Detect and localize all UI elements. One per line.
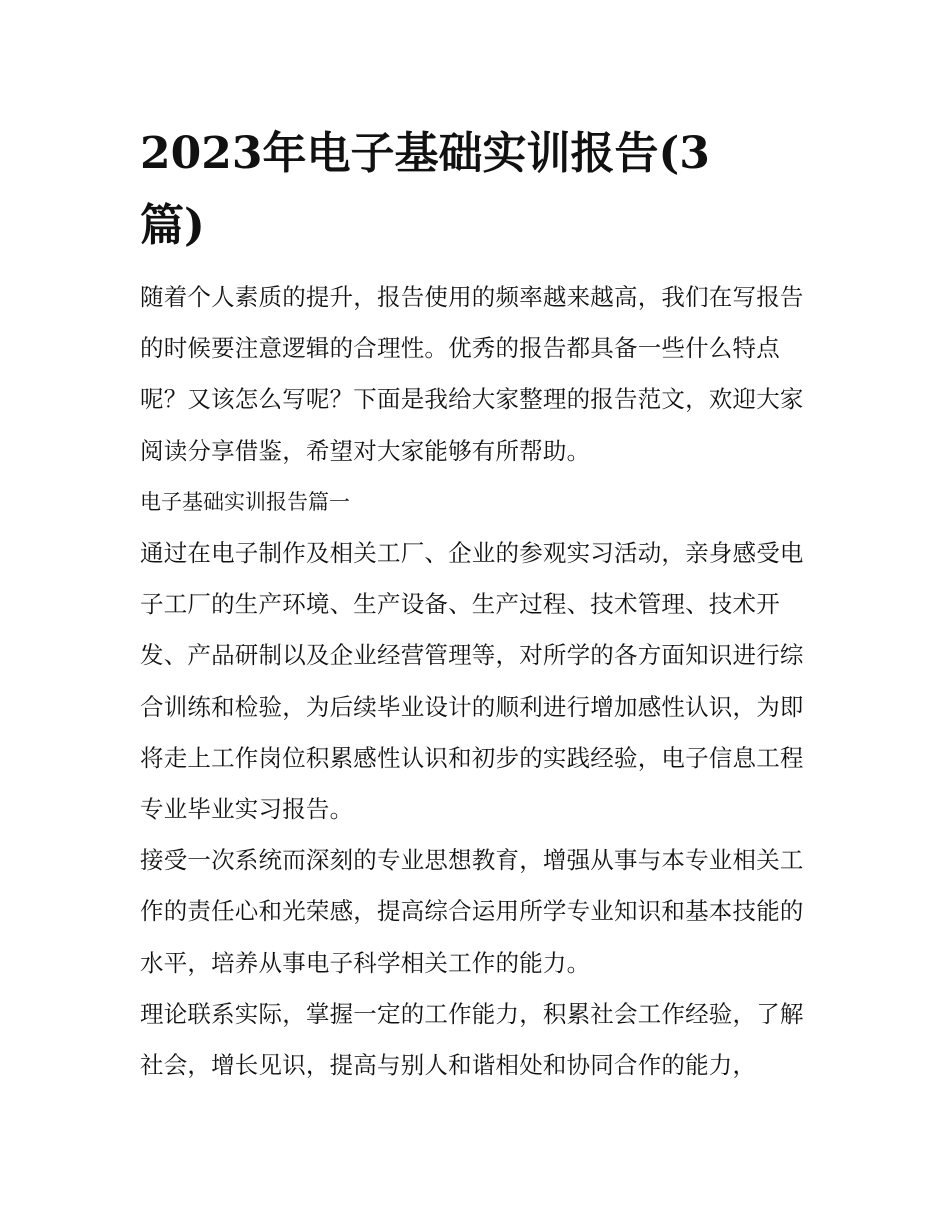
body-paragraph-2: 接受一次系统而深刻的专业思想教育，增强从事与本专业相关工作的责任心和光荣感，提高综合运用所学专业知识和基本技能的水平，培养从事电子科学相关工作的能力。: [140, 846, 804, 977]
body-paragraph-3: 理论联系实际，掌握一定的工作能力，积累社会工作经验，了解社会，增长见识，提高与别人和谐相处和协同合作的能力，: [140, 999, 804, 1080]
body-paragraph-1: 通过在电子制作及相关工厂、企业的参观实习活动，亲身感受电子工厂的生产环境、生产设备、生产过程、技术管理、技术开发、产品研制以及企业经营管理等，对所学的各方面知识进行综合训练和检验，为后续毕业设计的顺利进行增加感性认识，为即将走上工作岗位积累感性认识和初步的实践经验，电子信息工程专业毕业实习报告。: [140, 539, 804, 824]
document-body: [140, 118, 812, 1091]
intro-paragraph: 随着个人素质的提升，报告使用的频率越来越高，我们在写报告的时候要注意逻辑的合理性。优秀的报告都具备一些什么特点呢？又该怎么写呢？下面是我给大家整理的报告范文，欢迎大家阅读分享借鉴，希望对大家能够有所帮助。: [140, 283, 804, 465]
document-title: 2023年电子基础实训报告(3篇): [140, 128, 710, 251]
section-heading: 电子基础实训报告篇一: [140, 489, 350, 514]
